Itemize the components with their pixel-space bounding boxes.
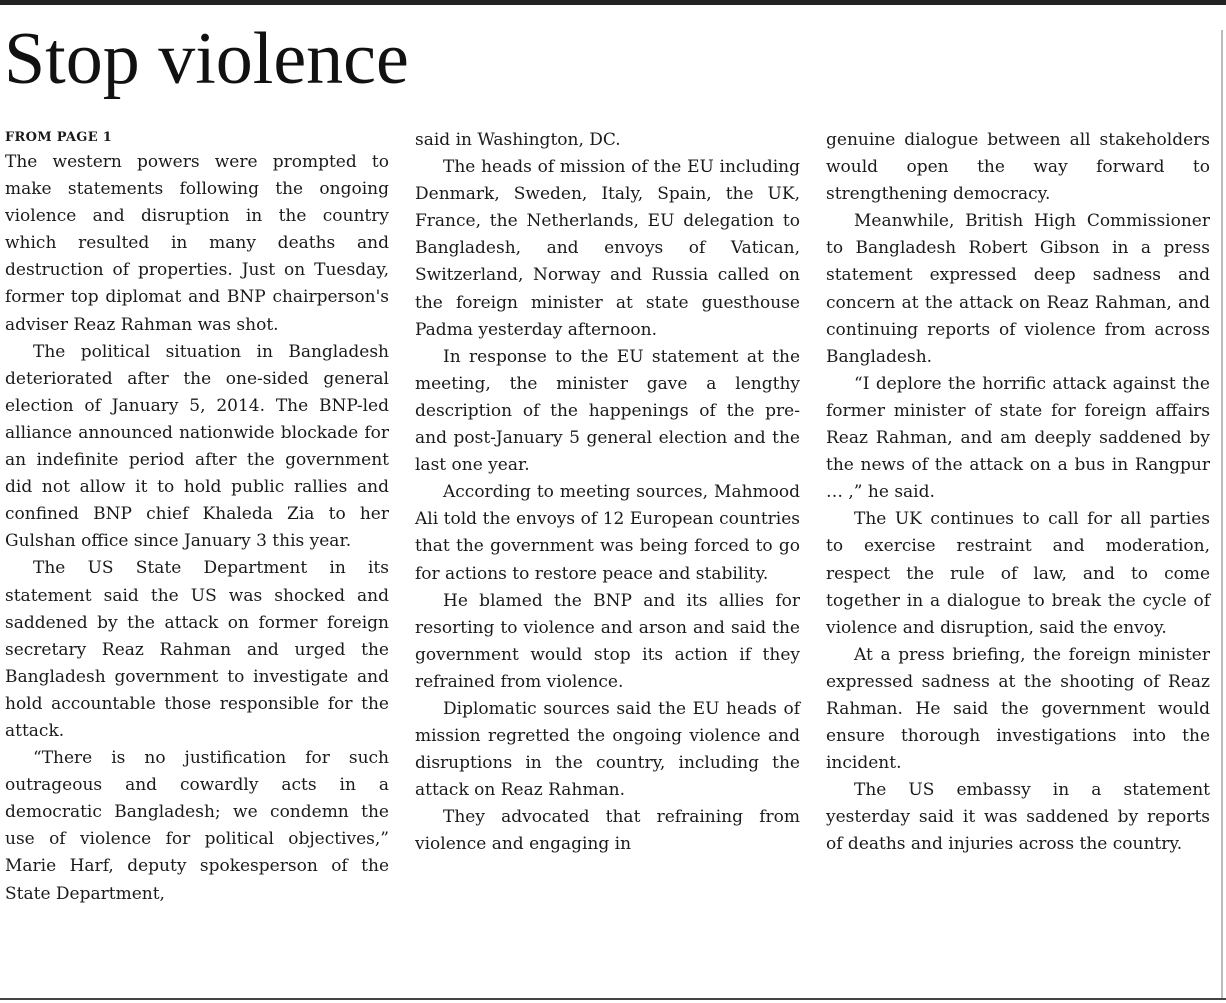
paragraph: In response to the EU statement at the meeting, the minister gave a lengthy description of the happenings of the pre- and post-January 5 general election and the last one year. <box>415 346 800 476</box>
paragraph: At a press briefing, the foreign minister expressed sadness at the shooting of Reaz Rahman. He said the government would ensure thorough investigations into the incident. <box>826 644 1210 774</box>
paragraph: Diplomatic sources said the EU heads of mission regretted the ongoing violence and disruptions in the country, including the attack on Reaz Rahman. <box>415 698 800 801</box>
article-column-1 <box>5 127 389 908</box>
bottom-rule <box>0 998 1226 1000</box>
paragraph: “There is no justification for such outrageous and cowardly acts in a democratic Bangladesh; we condemn the use of violence for political objectives,” Marie Harf, deputy spokesperson of the State Department, <box>5 748 389 904</box>
paragraph: He blamed the BNP and its allies for resorting to violence and arson and said the government would stop its action if they refrained from violence. <box>415 590 800 692</box>
paragraph: The US State Department in its statement said the US was shocked and saddened by the attack on former foreign secretary Reaz Rahman and urged the Bangladesh government to investigate and hold accountable those responsible for the attack. <box>5 558 389 741</box>
paragraph: said in Washington, DC. <box>415 130 621 150</box>
article-column-3 <box>826 127 1210 859</box>
paragraph: Meanwhile, British High Commissioner to Bangladesh Robert Gibson in a press statement expressed deep sadness and concern at the attack on Reaz Rahman, and continuing reports of violence from across Bangladesh. <box>826 211 1210 367</box>
paragraph: They advocated that refraining from violence and engaging in <box>415 807 800 855</box>
headline: Stop violence <box>4 18 409 100</box>
paragraph: The US embassy in a statement yesterday said it was saddened by reports of deaths and injuries across the country. <box>826 780 1210 855</box>
paragraph: The western powers were prompted to make statements following the ongoing violence and disruption in the country which resulted in many deaths and destruction of properties. Just on Tuesday, former top diplomat and BNP chairperson's adviser Reaz Rahman was shot. <box>5 152 389 335</box>
paragraph: The heads of mission of the EU including Denmark, Sweden, Italy, Spain, the UK, France, the Netherlands, EU delegation to Bangladesh, and envoys of Vatican, Switzerland, Norway and Russia called on the foreign minister at state guesthouse Padma yesterday afternoon. <box>415 157 800 340</box>
paragraph: “I deplore the horrific attack against the former minister of state for foreign affairs Reaz Rahman, and am deeply saddened by the news of the attack on a bus in Rangpur … ,” he said. <box>826 373 1210 503</box>
paragraph: The political situation in Bangladesh deteriorated after the one-sided general election of January 5, 2014. The BNP-led alliance announced nationwide blockade for an indefinite period after the government did not allow it to hold public rallies and confined BNP chief Khaleda Zia to her Gulshan office since January 3 this year. <box>5 341 389 552</box>
right-rule <box>1221 30 1223 998</box>
paragraph: According to meeting sources, Mahmood Ali told the envoys of 12 European countries that the government was being forced to go for actions to restore peace and stability. <box>415 482 800 584</box>
dateline: FROM PAGE 1 <box>5 130 113 145</box>
paragraph: genuine dialogue between all stakeholders would open the way forward to strengthening democracy. <box>826 130 1210 205</box>
paragraph: The UK continues to call for all parties to exercise restraint and moderation, respect the rule of law, and to come together in a dialogue to break the cycle of violence and disruption, said the envoy. <box>826 509 1210 638</box>
article-column-2 <box>415 127 800 859</box>
top-rule <box>0 0 1226 5</box>
